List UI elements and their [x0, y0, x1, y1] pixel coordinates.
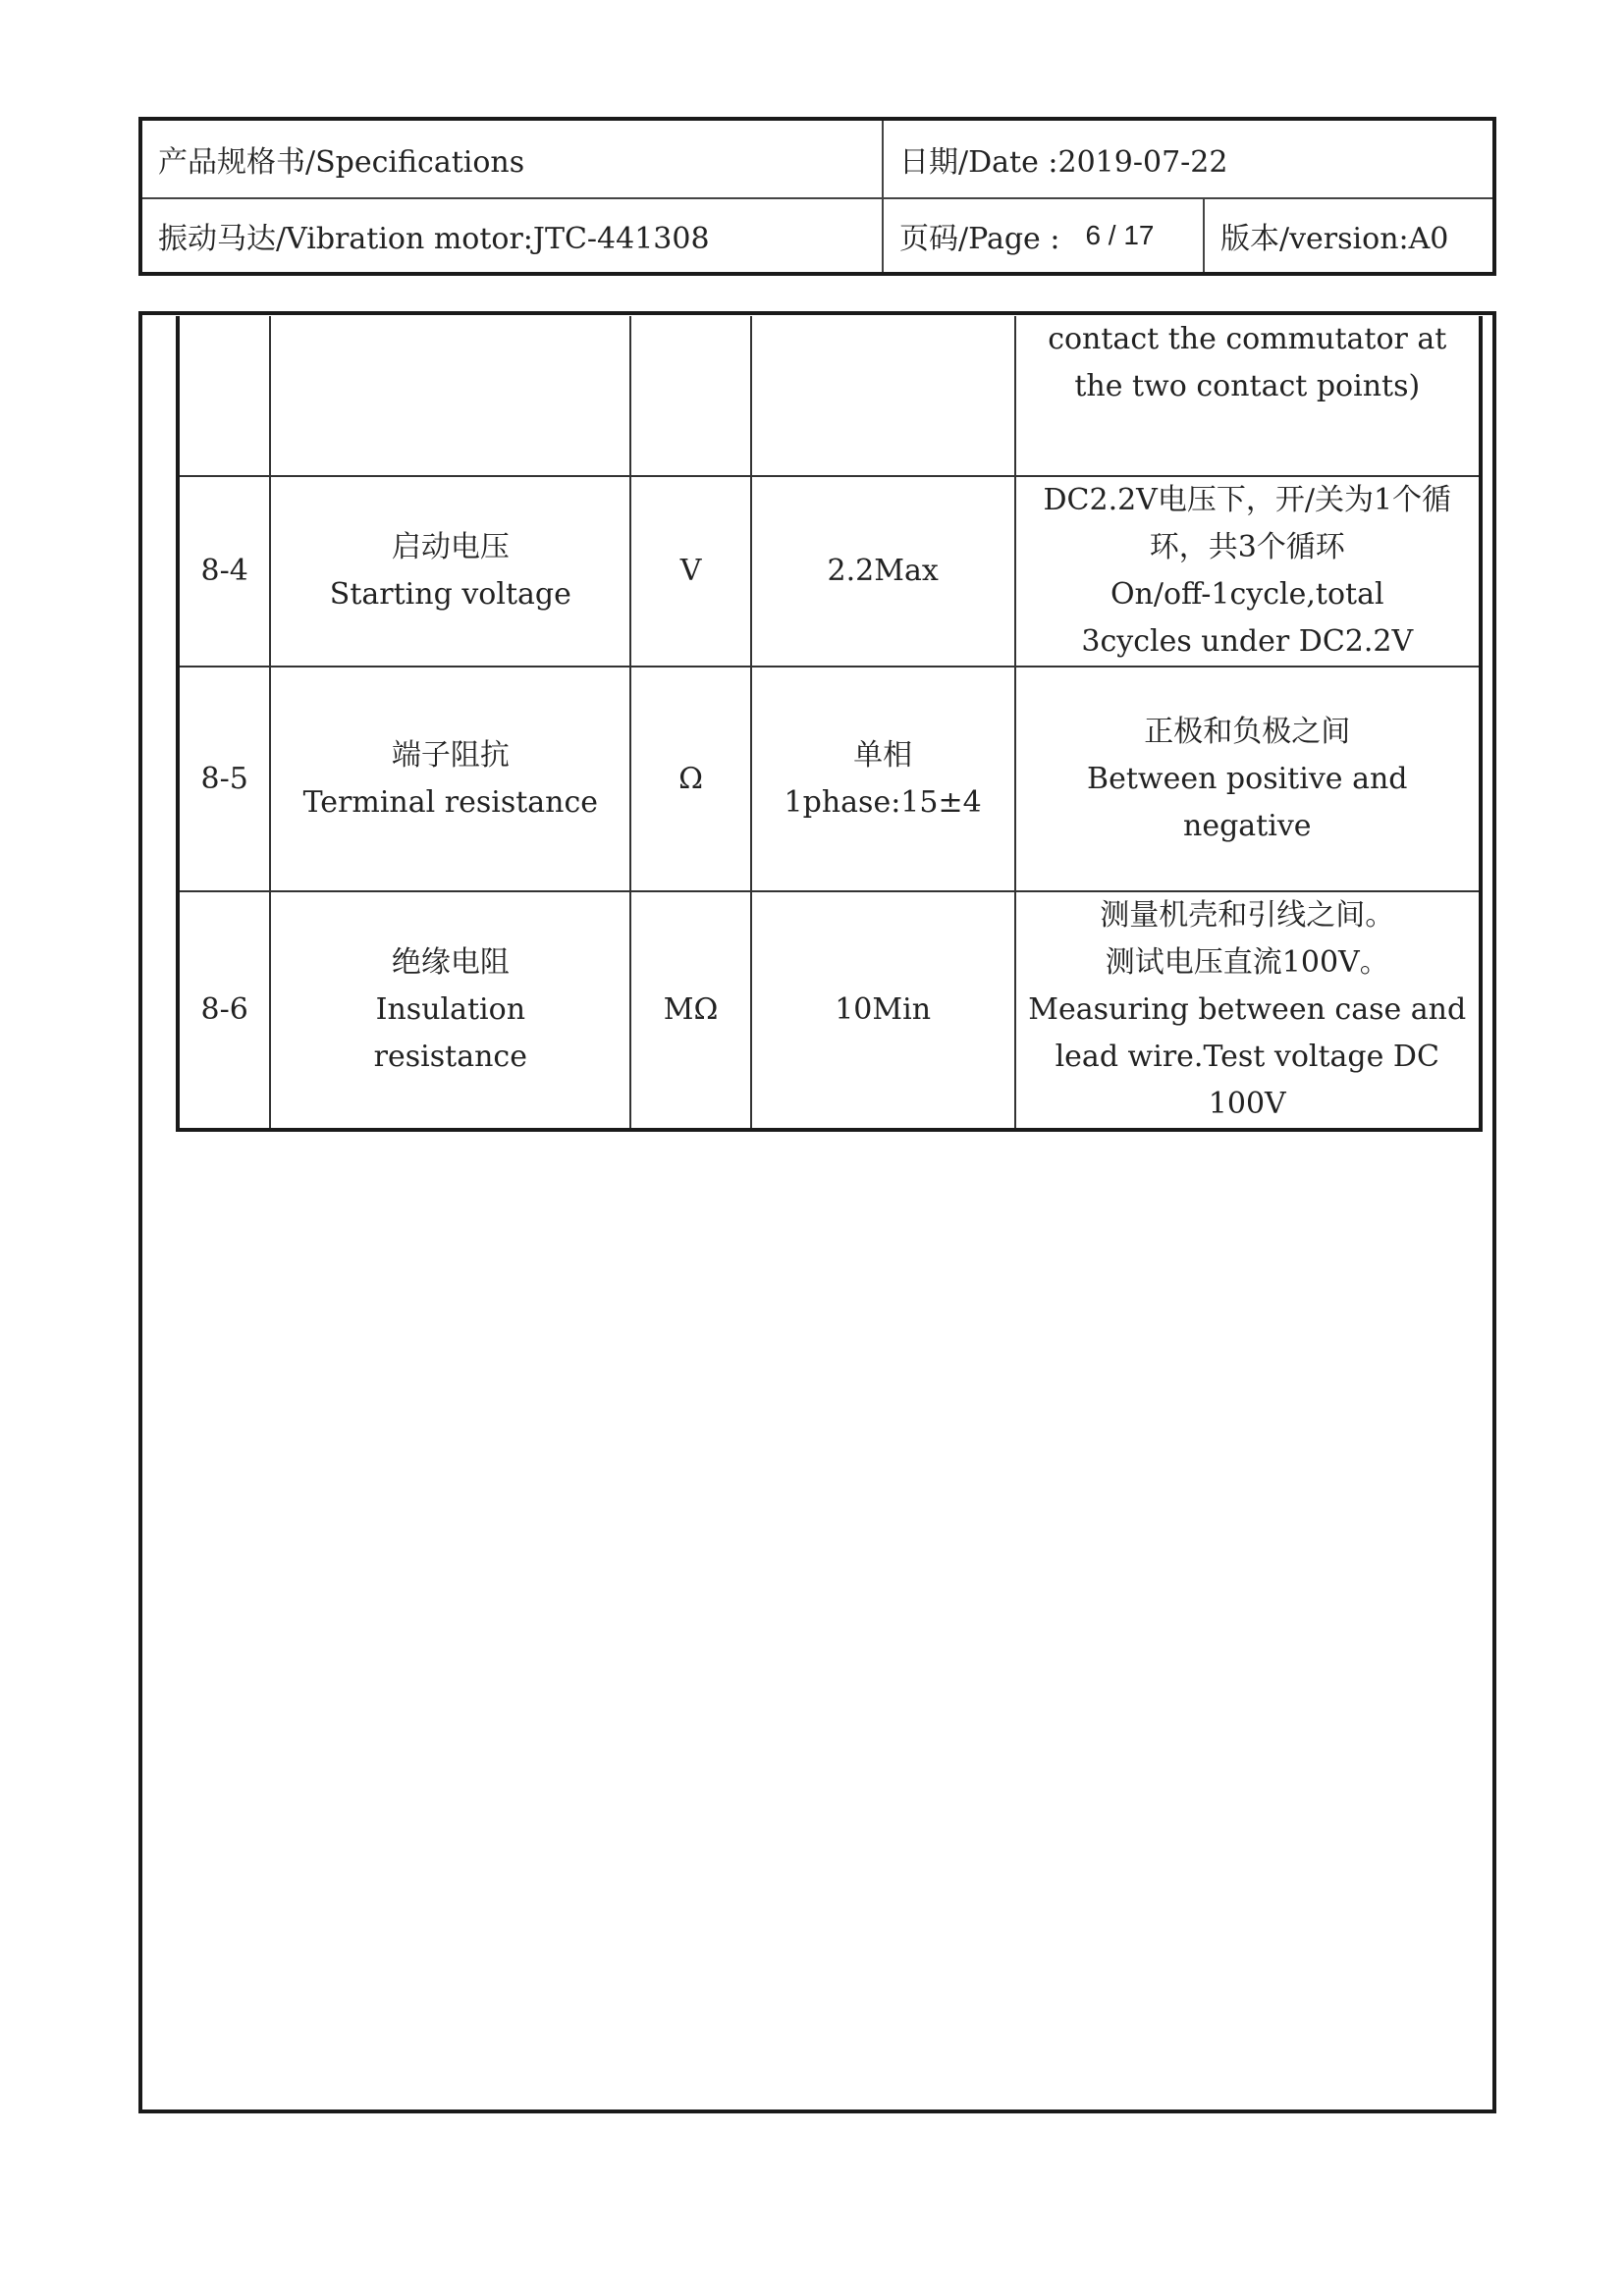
test-condition-line: 测量机壳和引线之间。	[1100, 898, 1395, 933]
test-condition-line: DC2.2V电压下，开/关为1个循	[1043, 483, 1452, 517]
test-condition-line: On/off-1cycle,total	[1110, 577, 1384, 612]
test-condition-cell	[1015, 476, 1481, 667]
product-model: 振动马达/Vibration motor:JTC-441308	[158, 222, 710, 256]
spec-value-line: 10Min	[835, 992, 932, 1027]
item-name-line: 端子阻抗	[391, 737, 510, 773]
table-row	[178, 667, 1481, 891]
test-condition-line: the two contact points)	[1074, 369, 1421, 403]
test-condition-line: 100V	[1208, 1087, 1286, 1121]
unit-cell: V	[630, 476, 750, 667]
unit-cell: Ω	[630, 667, 750, 891]
item-name-line: 启动电压	[391, 530, 510, 564]
item-name-cell	[270, 476, 630, 667]
spec-value-cell	[751, 316, 1015, 476]
table-row	[178, 891, 1481, 1130]
spec-value-cell	[751, 476, 1015, 667]
spec-value-cell	[751, 891, 1015, 1130]
spec-header	[138, 117, 1496, 276]
item-number-cell	[178, 316, 270, 476]
spec-date: 日期/Date :2019-07-22	[899, 145, 1228, 180]
item-name-line: 绝缘电阻	[391, 945, 510, 980]
test-condition-cell	[1015, 667, 1481, 891]
spec-value-cell	[751, 667, 1015, 891]
unit-cell: MΩ	[630, 891, 750, 1130]
item-name-cell	[270, 891, 630, 1130]
item-name-cell	[270, 667, 630, 891]
item-name-line: Insulation	[375, 992, 526, 1027]
item-name-line: resistance	[373, 1040, 527, 1074]
test-condition-line: contact the commutator at	[1048, 322, 1447, 356]
test-condition-line: Between positive and	[1087, 761, 1408, 796]
item-name-line: Starting voltage	[329, 577, 571, 612]
test-condition-line: negative	[1183, 808, 1312, 843]
page-number: 6 / 17	[1085, 220, 1155, 250]
test-condition-line: 正极和负极之间	[1144, 714, 1351, 749]
spec-value-line: 1phase:15±4	[784, 784, 982, 820]
page-label: 页码/Page :	[899, 222, 1060, 256]
spec-title: 产品规格书/Specifications	[158, 145, 525, 180]
spec-value-line: 2.2Max	[827, 554, 939, 588]
spec-value-line: 单相	[853, 737, 913, 773]
item-name-line: Terminal resistance	[302, 784, 599, 820]
item-number-cell: 8-6	[178, 891, 270, 1130]
version-label: 版本/version:A0	[1220, 222, 1449, 256]
item-number-cell: 8-5	[178, 667, 270, 891]
unit-cell	[630, 316, 750, 476]
test-condition-line: Measuring between case and	[1028, 992, 1467, 1027]
item-name-cell	[270, 316, 630, 476]
page-indicator	[884, 199, 1203, 272]
table-row	[178, 316, 1481, 476]
spec-table	[176, 316, 1483, 1132]
test-condition-line: 测试电压直流100V。	[1105, 945, 1389, 980]
table-row	[178, 476, 1481, 667]
test-condition-line: 3cycles under DC2.2V	[1081, 624, 1414, 659]
test-condition-line: lead wire.Test voltage DC	[1055, 1040, 1439, 1074]
item-number-cell: 8-4	[178, 476, 270, 667]
test-condition-cell	[1015, 316, 1481, 476]
test-condition-cell	[1015, 891, 1481, 1130]
test-condition-line: 环，共3个循环	[1149, 530, 1345, 564]
